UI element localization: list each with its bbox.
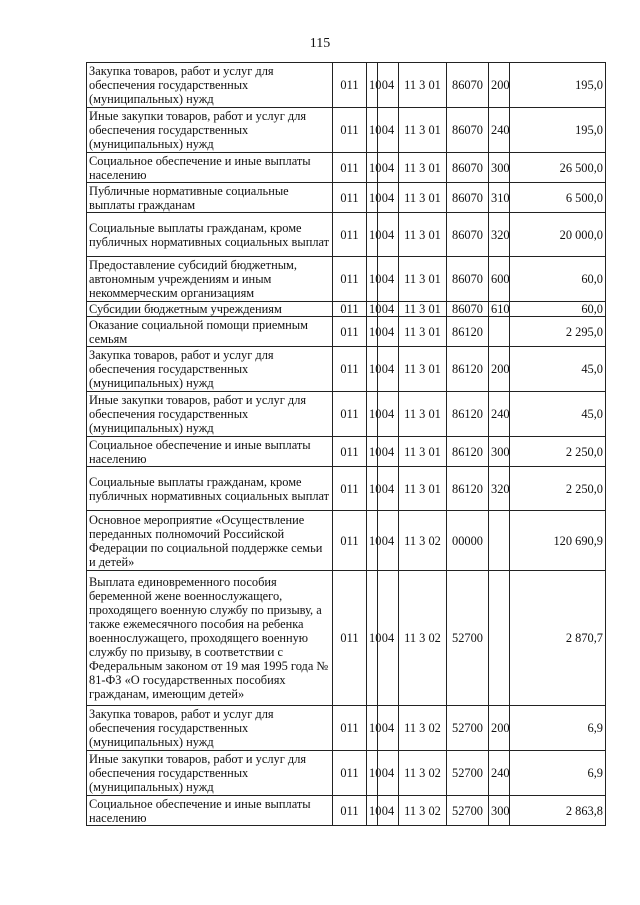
line-item-name: Социальное обеспечение и иные выплаты населению bbox=[87, 153, 333, 183]
program-code: 11 3 01 bbox=[399, 108, 447, 153]
line-item-name: Закупка товаров, работ и услуг для обеспечения государственных (муниципальных) нужд bbox=[87, 347, 333, 392]
expense-type-code: 200 bbox=[489, 63, 510, 108]
expense-direction-code: 86120 bbox=[447, 392, 489, 437]
table-row bbox=[87, 213, 606, 257]
expense-direction-code: 52700 bbox=[447, 796, 489, 826]
table-body bbox=[87, 63, 606, 826]
line-item-name: Закупка товаров, работ и услуг для обеспечения государственных (муниципальных) нужд bbox=[87, 63, 333, 108]
section-code: 10 bbox=[367, 183, 378, 213]
table-row bbox=[87, 317, 606, 347]
expense-type-code bbox=[489, 571, 510, 706]
expense-type-code: 610 bbox=[489, 302, 510, 317]
expense-type-code: 300 bbox=[489, 796, 510, 826]
section-code: 10 bbox=[367, 153, 378, 183]
expense-direction-code: 86070 bbox=[447, 257, 489, 302]
ministry-code: 011 bbox=[333, 317, 367, 347]
table-row bbox=[87, 183, 606, 213]
subsection-code: 04 bbox=[378, 63, 399, 108]
subsection-code: 04 bbox=[378, 706, 399, 751]
table-row bbox=[87, 257, 606, 302]
expense-type-code: 310 bbox=[489, 183, 510, 213]
program-code: 11 3 01 bbox=[399, 347, 447, 392]
program-code: 11 3 02 bbox=[399, 706, 447, 751]
section-code: 10 bbox=[367, 213, 378, 257]
amount: 26 500,0 bbox=[510, 153, 606, 183]
expense-direction-code: 52700 bbox=[447, 706, 489, 751]
section-code: 10 bbox=[367, 317, 378, 347]
program-code: 11 3 01 bbox=[399, 437, 447, 467]
section-code: 10 bbox=[367, 302, 378, 317]
section-code: 10 bbox=[367, 467, 378, 511]
program-code: 11 3 01 bbox=[399, 392, 447, 437]
line-item-name: Социальное обеспечение и иные выплаты населению bbox=[87, 796, 333, 826]
program-code: 11 3 01 bbox=[399, 302, 447, 317]
amount: 195,0 bbox=[510, 63, 606, 108]
amount: 6 500,0 bbox=[510, 183, 606, 213]
expense-type-code bbox=[489, 511, 510, 571]
ministry-code: 011 bbox=[333, 511, 367, 571]
ministry-code: 011 bbox=[333, 796, 367, 826]
line-item-name: Социальные выплаты гражданам, кроме публичных нормативных социальных выплат bbox=[87, 467, 333, 511]
ministry-code: 011 bbox=[333, 392, 367, 437]
section-code: 10 bbox=[367, 392, 378, 437]
expense-type-code: 300 bbox=[489, 437, 510, 467]
line-item-name: Основное мероприятие «Осуществление переданных полномочий Российской Федерации по социальной поддержке семьи и детей» bbox=[87, 511, 333, 571]
amount: 2 250,0 bbox=[510, 437, 606, 467]
amount: 6,9 bbox=[510, 706, 606, 751]
table-row bbox=[87, 467, 606, 511]
amount: 45,0 bbox=[510, 392, 606, 437]
section-code: 10 bbox=[367, 796, 378, 826]
table-row bbox=[87, 302, 606, 317]
table-row bbox=[87, 347, 606, 392]
expense-direction-code: 86070 bbox=[447, 108, 489, 153]
subsection-code: 04 bbox=[378, 257, 399, 302]
section-code: 10 bbox=[367, 751, 378, 796]
expense-direction-code: 86120 bbox=[447, 467, 489, 511]
ministry-code: 011 bbox=[333, 751, 367, 796]
subsection-code: 04 bbox=[378, 392, 399, 437]
section-code: 10 bbox=[367, 706, 378, 751]
line-item-name: Иные закупки товаров, работ и услуг для обеспечения государственных (муниципальных) нужд bbox=[87, 108, 333, 153]
amount: 120 690,9 bbox=[510, 511, 606, 571]
subsection-code: 04 bbox=[378, 571, 399, 706]
expense-direction-code: 86070 bbox=[447, 183, 489, 213]
program-code: 11 3 01 bbox=[399, 467, 447, 511]
line-item-name: Публичные нормативные социальные выплаты гражданам bbox=[87, 183, 333, 213]
subsection-code: 04 bbox=[378, 302, 399, 317]
section-code: 10 bbox=[367, 257, 378, 302]
table-row bbox=[87, 511, 606, 571]
subsection-code: 04 bbox=[378, 213, 399, 257]
amount: 20 000,0 bbox=[510, 213, 606, 257]
table-row bbox=[87, 437, 606, 467]
ministry-code: 011 bbox=[333, 108, 367, 153]
page-number: 115 bbox=[309, 36, 331, 51]
ministry-code: 011 bbox=[333, 706, 367, 751]
subsection-code: 04 bbox=[378, 317, 399, 347]
ministry-code: 011 bbox=[333, 257, 367, 302]
line-item-name: Предоставление субсидий бюджетным, автономным учреждениям и иным некоммерческим организациям bbox=[87, 257, 333, 302]
amount: 195,0 bbox=[510, 108, 606, 153]
ministry-code: 011 bbox=[333, 63, 367, 108]
table-row bbox=[87, 153, 606, 183]
expense-direction-code: 52700 bbox=[447, 571, 489, 706]
amount: 2 250,0 bbox=[510, 467, 606, 511]
section-code: 10 bbox=[367, 437, 378, 467]
expense-type-code bbox=[489, 317, 510, 347]
subsection-code: 04 bbox=[378, 153, 399, 183]
expense-type-code: 240 bbox=[489, 108, 510, 153]
budget-table bbox=[86, 62, 606, 826]
line-item-name: Иные закупки товаров, работ и услуг для обеспечения государственных (муниципальных) нужд bbox=[87, 392, 333, 437]
subsection-code: 04 bbox=[378, 183, 399, 213]
expense-direction-code: 86120 bbox=[447, 347, 489, 392]
program-code: 11 3 01 bbox=[399, 317, 447, 347]
expense-direction-code: 86070 bbox=[447, 213, 489, 257]
amount: 2 295,0 bbox=[510, 317, 606, 347]
line-item-name: Выплата единовременного пособия беременной жене военнослужащего, проходящего военную службу по призыву, а также ежемесячного пособия на ребенка военнослужащего, проходящего военную службу по призыву, в соответствии с Федеральным законом от 19 мая 1995 года № 81-ФЗ «О государственных пособиях гражданам, имеющим детей» bbox=[87, 571, 333, 706]
expense-type-code: 240 bbox=[489, 392, 510, 437]
ministry-code: 011 bbox=[333, 437, 367, 467]
subsection-code: 04 bbox=[378, 751, 399, 796]
expense-direction-code: 52700 bbox=[447, 751, 489, 796]
table-row bbox=[87, 706, 606, 751]
program-code: 11 3 01 bbox=[399, 63, 447, 108]
subsection-code: 04 bbox=[378, 437, 399, 467]
ministry-code: 011 bbox=[333, 183, 367, 213]
subsection-code: 04 bbox=[378, 511, 399, 571]
table-row bbox=[87, 751, 606, 796]
ministry-code: 011 bbox=[333, 467, 367, 511]
ministry-code: 011 bbox=[333, 153, 367, 183]
expense-direction-code: 86070 bbox=[447, 153, 489, 183]
section-code: 10 bbox=[367, 347, 378, 392]
subsection-code: 04 bbox=[378, 108, 399, 153]
program-code: 11 3 01 bbox=[399, 153, 447, 183]
amount: 6,9 bbox=[510, 751, 606, 796]
program-code: 11 3 01 bbox=[399, 257, 447, 302]
expense-type-code: 600 bbox=[489, 257, 510, 302]
section-code: 10 bbox=[367, 571, 378, 706]
section-code: 10 bbox=[367, 63, 378, 108]
program-code: 11 3 02 bbox=[399, 796, 447, 826]
ministry-code: 011 bbox=[333, 347, 367, 392]
amount: 2 863,8 bbox=[510, 796, 606, 826]
amount: 60,0 bbox=[510, 257, 606, 302]
table-row bbox=[87, 108, 606, 153]
subsection-code: 04 bbox=[378, 347, 399, 392]
expense-type-code: 300 bbox=[489, 153, 510, 183]
expense-direction-code: 00000 bbox=[447, 511, 489, 571]
line-item-name: Социальные выплаты гражданам, кроме публичных нормативных социальных выплат bbox=[87, 213, 333, 257]
amount: 60,0 bbox=[510, 302, 606, 317]
line-item-name: Социальное обеспечение и иные выплаты населению bbox=[87, 437, 333, 467]
expense-type-code: 320 bbox=[489, 467, 510, 511]
line-item-name: Иные закупки товаров, работ и услуг для обеспечения государственных (муниципальных) нужд bbox=[87, 751, 333, 796]
amount: 45,0 bbox=[510, 347, 606, 392]
ministry-code: 011 bbox=[333, 571, 367, 706]
program-code: 11 3 02 bbox=[399, 511, 447, 571]
subsection-code: 04 bbox=[378, 796, 399, 826]
line-item-name: Субсидии бюджетным учреждениям bbox=[87, 302, 333, 317]
subsection-code: 04 bbox=[378, 467, 399, 511]
program-code: 11 3 02 bbox=[399, 571, 447, 706]
table-row bbox=[87, 392, 606, 437]
expense-direction-code: 86070 bbox=[447, 63, 489, 108]
expense-type-code: 240 bbox=[489, 751, 510, 796]
section-code: 10 bbox=[367, 511, 378, 571]
expense-direction-code: 86070 bbox=[447, 302, 489, 317]
section-code: 10 bbox=[367, 108, 378, 153]
line-item-name: Оказание социальной помощи приемным семьям bbox=[87, 317, 333, 347]
expense-direction-code: 86120 bbox=[447, 317, 489, 347]
program-code: 11 3 01 bbox=[399, 183, 447, 213]
expense-type-code: 200 bbox=[489, 347, 510, 392]
table-row bbox=[87, 796, 606, 826]
line-item-name: Закупка товаров, работ и услуг для обеспечения государственных (муниципальных) нужд bbox=[87, 706, 333, 751]
program-code: 11 3 01 bbox=[399, 213, 447, 257]
expense-type-code: 320 bbox=[489, 213, 510, 257]
ministry-code: 011 bbox=[333, 302, 367, 317]
table-row bbox=[87, 571, 606, 706]
expense-direction-code: 86120 bbox=[447, 437, 489, 467]
program-code: 11 3 02 bbox=[399, 751, 447, 796]
expense-type-code: 200 bbox=[489, 706, 510, 751]
amount: 2 870,7 bbox=[510, 571, 606, 706]
ministry-code: 011 bbox=[333, 213, 367, 257]
table-row bbox=[87, 63, 606, 108]
